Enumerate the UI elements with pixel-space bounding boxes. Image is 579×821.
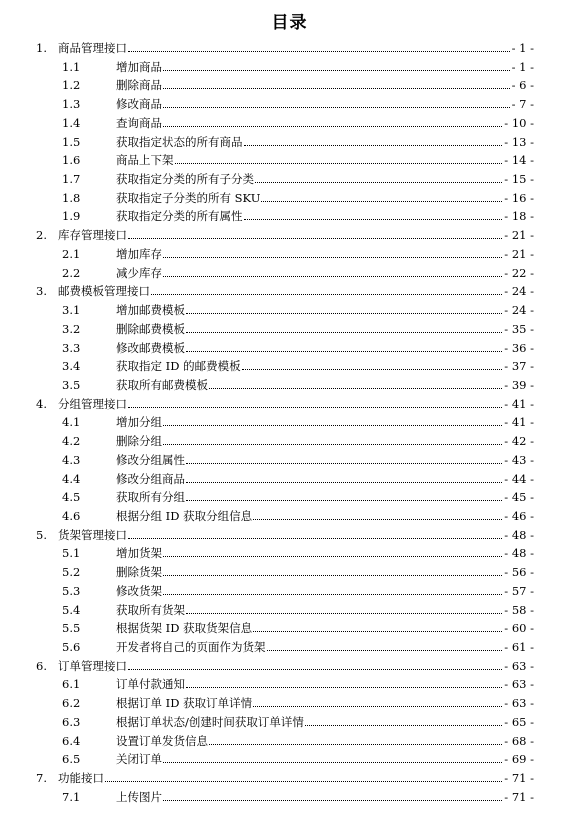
- toc-dot-leader: [163, 88, 510, 89]
- toc-entry-number: 4.1: [62, 415, 81, 430]
- toc-page-number: - 45 -: [504, 490, 534, 505]
- toc-section-entry[interactable]: [62, 730, 534, 748]
- toc-page-number: - 71 -: [504, 771, 534, 786]
- toc-entry-number: 5.4: [62, 602, 81, 617]
- toc-dot-leader: [163, 762, 502, 763]
- toc-section-entry[interactable]: [62, 93, 534, 111]
- toc-chapter-entry[interactable]: [36, 767, 534, 785]
- toc-entry-number: 3.3: [62, 340, 81, 355]
- toc-section-entry[interactable]: [62, 786, 534, 804]
- toc-section-entry[interactable]: [62, 131, 534, 149]
- toc-section-entry[interactable]: [62, 673, 534, 691]
- toc-entry-number: 1.4: [62, 115, 81, 130]
- toc-page-number: - 35 -: [504, 321, 534, 336]
- toc-entry-number: 5.: [36, 527, 47, 542]
- toc-dot-leader: [255, 182, 502, 183]
- toc-page-number: - 14 -: [504, 153, 534, 168]
- toc-section-entry[interactable]: [62, 243, 534, 261]
- toc-section-entry[interactable]: [62, 262, 534, 280]
- toc-dot-leader: [163, 575, 502, 576]
- toc-section-entry[interactable]: [62, 711, 534, 729]
- toc-section-entry[interactable]: [62, 337, 534, 355]
- toc-entry-label: 删除分组: [116, 434, 162, 449]
- toc-page-number: - 68 -: [504, 733, 534, 748]
- toc-entry-number: 6.: [36, 658, 47, 673]
- toc-dot-leader: [261, 201, 502, 202]
- toc-entry-number: 6.2: [62, 696, 81, 711]
- toc-entry-label: 根据分组 ID 获取分组信息: [116, 509, 253, 523]
- toc-entry-label: 删除货架: [116, 565, 162, 580]
- toc-dot-leader: [209, 388, 502, 389]
- toc-dot-leader: [186, 463, 502, 464]
- toc-page-number: - 71 -: [504, 789, 534, 804]
- toc-entry-number: 2.: [36, 228, 47, 243]
- toc-section-entry[interactable]: [62, 542, 534, 560]
- toc-entry-label: 设置订单发货信息: [116, 733, 208, 748]
- toc-entry-number: 3.1: [62, 303, 81, 318]
- toc-entry-number: 5.2: [62, 565, 81, 580]
- toc-page-number: - 60 -: [504, 621, 534, 636]
- toc-dot-leader: [163, 257, 502, 258]
- toc-section-entry[interactable]: [62, 505, 534, 523]
- toc-dot-leader: [253, 706, 502, 707]
- toc-dot-leader: [305, 725, 502, 726]
- toc-entry-number: 6.4: [62, 733, 81, 748]
- toc-entry-label: 货架管理接口: [58, 527, 127, 542]
- toc-section-entry[interactable]: [62, 187, 534, 205]
- toc-entry-number: 4.3: [62, 452, 81, 467]
- toc-section-entry[interactable]: [62, 636, 534, 654]
- toc-dot-leader: [186, 500, 502, 501]
- toc-dot-leader: [128, 238, 502, 239]
- toc-section-entry[interactable]: [62, 449, 534, 467]
- toc-title: 目录: [271, 13, 308, 33]
- toc-entry-label: 邮费模板管理接口: [58, 284, 150, 299]
- toc-page-number: - 44 -: [504, 471, 534, 486]
- toc-entry-number: 1.7: [62, 172, 81, 187]
- toc-chapter-entry[interactable]: [36, 37, 534, 55]
- toc-page-number: - 15 -: [504, 172, 534, 187]
- toc-page-number: - 48 -: [504, 546, 534, 561]
- toc-entry-label: 修改分组属性: [116, 452, 185, 467]
- toc-section-entry[interactable]: [62, 599, 534, 617]
- toc-dot-leader: [186, 351, 502, 352]
- toc-dot-leader: [128, 538, 502, 539]
- toc-section-entry[interactable]: [62, 430, 534, 448]
- toc-entry-label: 增加邮费模板: [116, 303, 185, 318]
- toc-dot-leader: [242, 369, 503, 370]
- toc-dot-leader: [163, 276, 502, 277]
- toc-entry-label: 获取指定状态的所有商品: [116, 134, 243, 149]
- toc-page-number: - 63 -: [504, 658, 534, 673]
- toc-dot-leader: [186, 613, 502, 614]
- toc-page-number: - 24 -: [504, 284, 534, 299]
- toc-entry-label: 订单付款通知: [116, 677, 185, 692]
- toc-entry-number: 1.: [36, 41, 47, 55]
- toc-entry-number: 7.1: [62, 789, 81, 804]
- toc-entry-number: 5.3: [62, 583, 81, 598]
- toc-entry-number: 1.2: [62, 78, 81, 93]
- toc-entry-label: 上传图片: [116, 789, 162, 804]
- toc-dot-leader: [128, 407, 502, 408]
- toc-entry-number: 7.: [36, 771, 47, 786]
- toc-page-number: - 18 -: [504, 209, 534, 224]
- toc-entry-label: 获取指定分类的所有子分类: [116, 172, 254, 187]
- toc-section-entry[interactable]: [62, 112, 534, 130]
- toc-entry-label: 获取所有货架: [116, 602, 185, 617]
- toc-chapter-entry[interactable]: [36, 655, 534, 673]
- toc-entry-number: 3.5: [62, 377, 81, 392]
- toc-page-number: - 39 -: [504, 377, 534, 392]
- toc-entry-label: 增加货架: [116, 546, 162, 561]
- toc-page-number: - 61 -: [504, 640, 534, 655]
- toc-entry-number: 5.5: [62, 621, 81, 636]
- toc-section-entry[interactable]: [62, 374, 534, 392]
- toc-page-number: - 56 -: [504, 565, 534, 580]
- toc-section-entry[interactable]: [62, 168, 534, 186]
- toc-entry-label: 减少库存: [116, 265, 162, 280]
- toc-dot-leader: [105, 781, 502, 782]
- toc-dot-leader: [186, 313, 502, 314]
- toc-entry-label: 商品上下架: [116, 153, 174, 168]
- toc-page-number: - 22 -: [504, 265, 534, 280]
- toc-chapter-entry[interactable]: [36, 524, 534, 542]
- toc-page-number: - 36 -: [504, 340, 534, 355]
- toc-entry-label: 获取所有分组: [116, 490, 185, 505]
- toc-entry-label: 商品管理接口: [58, 41, 127, 55]
- toc-dot-leader: [163, 126, 502, 127]
- toc-entry-label: 增加分组: [116, 415, 162, 430]
- toc-dot-leader: [163, 556, 502, 557]
- toc-page-number: - 37 -: [504, 359, 534, 374]
- toc-entry-number: 1.3: [62, 97, 81, 112]
- toc-page-number: - 16 -: [504, 190, 534, 205]
- toc-chapter-entry[interactable]: [36, 224, 534, 242]
- toc-entry-label: 根据货架 ID 获取货架信息: [116, 621, 253, 636]
- toc-page-number: - 58 -: [504, 602, 534, 617]
- toc-entry-number: 3.: [36, 284, 47, 299]
- toc-entry-label: 查询商品: [116, 115, 162, 130]
- toc-dot-leader: [209, 744, 502, 745]
- toc-dot-leader: [186, 332, 502, 333]
- toc-entry-label: 增加库存: [116, 246, 162, 261]
- toc-page-number: - 1 -: [511, 59, 534, 74]
- toc-entry-number: 6.3: [62, 714, 81, 729]
- toc-dot-leader: [163, 444, 502, 445]
- toc-section-entry[interactable]: [62, 318, 534, 336]
- toc-entry-number: 3.4: [62, 359, 81, 374]
- toc-dot-leader: [244, 219, 503, 220]
- toc-entry-label: 获取指定子分类的所有 SKU: [116, 190, 261, 205]
- toc-page-number: - 41 -: [504, 415, 534, 430]
- toc-page-number: - 46 -: [504, 509, 534, 523]
- toc-section-entry[interactable]: [62, 617, 534, 635]
- toc-dot-leader: [253, 631, 502, 632]
- toc-section-entry[interactable]: [62, 355, 534, 373]
- toc-entry-number: 1.1: [62, 59, 81, 74]
- toc-entry-number: 2.2: [62, 265, 81, 280]
- toc-dot-leader: [163, 594, 502, 595]
- toc-entry-label: 根据订单 ID 获取订单详情: [116, 696, 253, 711]
- toc-entry-number: 4.2: [62, 434, 81, 449]
- toc-entry-label: 功能接口: [58, 771, 104, 786]
- toc-page-number: - 41 -: [504, 396, 534, 411]
- toc-dot-leader: [267, 650, 503, 651]
- toc-entry-label: 修改邮费模板: [116, 340, 185, 355]
- toc-page-number: - 10 -: [504, 115, 534, 130]
- toc-page-number: - 21 -: [504, 228, 534, 243]
- toc-entry-label: 库存管理接口: [58, 228, 127, 243]
- toc-entry-number: 5.1: [62, 546, 81, 561]
- toc-entry-number: 2.1: [62, 246, 81, 261]
- toc-entry-number: 1.5: [62, 134, 81, 149]
- toc-dot-leader: [163, 70, 510, 71]
- toc-section-entry[interactable]: [62, 561, 534, 579]
- toc-entry-label: 分组管理接口: [58, 396, 127, 411]
- toc-entry-label: 关闭订单: [116, 752, 162, 767]
- toc-section-entry[interactable]: [62, 486, 534, 504]
- toc-section-entry[interactable]: [62, 205, 534, 223]
- toc-section-entry[interactable]: [62, 411, 534, 429]
- toc-page-number: - 13 -: [504, 134, 534, 149]
- toc-page-number: - 63 -: [504, 677, 534, 692]
- toc-dot-leader: [244, 145, 503, 146]
- toc-chapter-entry[interactable]: [36, 280, 534, 298]
- toc-page-number: - 69 -: [504, 752, 534, 767]
- toc-dot-leader: [163, 107, 510, 108]
- toc-entry-label: 根据订单状态/创建时间获取订单详情: [116, 714, 304, 729]
- toc-section-entry[interactable]: [62, 468, 534, 486]
- toc-entry-number: 6.1: [62, 677, 81, 692]
- toc-entry-number: 1.6: [62, 153, 81, 168]
- toc-section-entry[interactable]: [62, 149, 534, 167]
- toc-entry-label: 修改货架: [116, 583, 162, 598]
- toc-entry-number: 4.: [36, 396, 47, 411]
- toc-entry-number: 3.2: [62, 321, 81, 336]
- toc-entry-label: 增加商品: [116, 59, 162, 74]
- toc-dot-leader: [128, 669, 502, 670]
- toc-entry-number: 6.5: [62, 752, 81, 767]
- toc-entry-number: 1.8: [62, 190, 81, 205]
- toc-entry-label: 获取指定 ID 的邮费模板: [116, 359, 241, 374]
- toc-page-number: - 6 -: [511, 78, 534, 93]
- toc-entry-label: 开发者将自己的页面作为货架: [116, 640, 266, 655]
- toc-dot-leader: [186, 687, 502, 688]
- toc-entry-number: 4.4: [62, 471, 81, 486]
- toc-entry-label: 删除商品: [116, 78, 162, 93]
- toc-dot-leader: [186, 482, 502, 483]
- toc-section-entry[interactable]: [62, 56, 534, 74]
- toc-dot-leader: [163, 425, 502, 426]
- toc-page-number: - 65 -: [504, 714, 534, 729]
- toc-page-number: - 1 -: [511, 41, 534, 55]
- toc-section-entry[interactable]: [62, 299, 534, 317]
- toc-dot-leader: [163, 800, 502, 801]
- toc-entry-label: 获取指定分类的所有属性: [116, 209, 243, 224]
- toc-entry-number: 1.9: [62, 209, 81, 224]
- toc-entry-number: 4.6: [62, 509, 81, 523]
- toc-dot-leader: [151, 294, 502, 295]
- toc-page-number: - 7 -: [511, 97, 534, 112]
- toc-page-number: - 63 -: [504, 696, 534, 711]
- toc-page-number: - 21 -: [504, 246, 534, 261]
- toc-page-number: - 43 -: [504, 452, 534, 467]
- toc-dot-leader: [128, 51, 510, 52]
- toc-dot-leader: [175, 163, 503, 164]
- toc-page-number: - 42 -: [504, 434, 534, 449]
- toc-entry-label: 获取所有邮费模板: [116, 377, 208, 392]
- toc-entry-number: 4.5: [62, 490, 81, 505]
- toc-section-entry[interactable]: [62, 692, 534, 710]
- toc-entry-label: 修改商品: [116, 97, 162, 112]
- toc-page-number: - 57 -: [504, 583, 534, 598]
- toc-dot-leader: [253, 519, 502, 520]
- toc-page-number: - 24 -: [504, 303, 534, 318]
- toc-section-entry[interactable]: [62, 748, 534, 766]
- toc-entry-label: 修改分组商品: [116, 471, 185, 486]
- toc-entry-number: 5.6: [62, 640, 81, 655]
- toc-chapter-entry[interactable]: [36, 393, 534, 411]
- toc-entry-label: 删除邮费模板: [116, 321, 185, 336]
- toc-entry-label: 订单管理接口: [58, 658, 127, 673]
- toc-section-entry[interactable]: [62, 74, 534, 92]
- toc-page-number: - 48 -: [504, 527, 534, 542]
- toc-section-entry[interactable]: [62, 580, 534, 598]
